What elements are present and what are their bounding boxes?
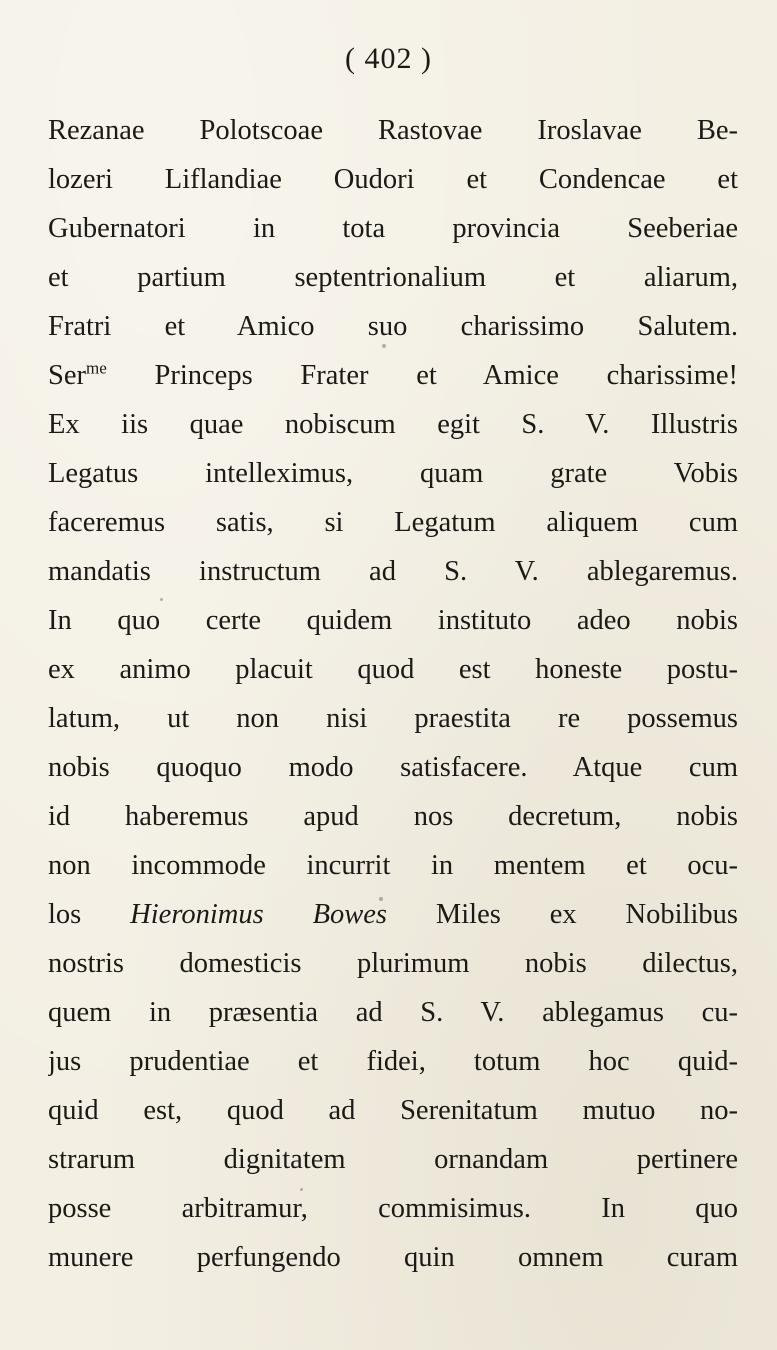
text-line: Ex iis quae nobiscum egit S. V. Illustris [48, 409, 738, 440]
body-text [48, 106, 738, 1282]
text-fragment: Miles ex Nobilibus [387, 899, 738, 930]
text-line: id haberemus apud nos decretum, nobis [48, 801, 738, 832]
text-fragment: Ser [48, 360, 86, 391]
text-line: Legatus intelleximus, quam grate Vobis [48, 458, 738, 489]
text-line: lozeri Liflandiae Oudori et Condencae et [48, 164, 738, 195]
text-line: Gubernatori in tota provincia Seeberiae [48, 213, 738, 244]
text-line: faceremus satis, si Legatum aliquem cum [48, 507, 738, 538]
italic-name: Hieronimus Bowes [130, 899, 388, 930]
page-number: ( 402 ) [345, 42, 432, 75]
text-line: ex animo placuit quod est honeste postu- [48, 654, 738, 685]
text-line: mandatis instructum ad S. V. ablegaremus. [48, 556, 738, 587]
text-line: latum, ut non nisi praestita re possemus [48, 703, 738, 734]
text-fragment: los [48, 899, 131, 930]
text-line: munere perfungendo quin omnem curam [48, 1242, 738, 1273]
paper-speck [382, 344, 386, 348]
text-line: nostris domesticis plurimum nobis dilectus, [48, 948, 738, 979]
text-line: et partium septentrionalium et aliarum, [48, 262, 738, 293]
text-line: Fratri et Amico suo charissimo Salutem. [48, 311, 738, 342]
text-line: quem in præsentia ad S. V. ablegamus cu- [48, 997, 738, 1028]
text-line: quid est, quod ad Serenitatum mutuo no- [48, 1095, 738, 1126]
superscript-abbreviation: me [86, 358, 107, 378]
paper-speck [160, 598, 163, 601]
text-line [48, 351, 738, 400]
paper-speck [300, 1188, 303, 1191]
text-line [48, 890, 738, 939]
text-line: In quo certe quidem instituto adeo nobis [48, 605, 738, 636]
text-fragment: Princeps Frater et Amice charissime! [106, 360, 738, 391]
text-line: strarum dignitatem ornandam pertinere [48, 1144, 738, 1175]
text-line: posse arbitramur, commisimus. In quo [48, 1193, 738, 1224]
text-line: non incommode incurrit in mentem et ocu- [48, 850, 738, 881]
paper-speck [379, 897, 383, 901]
text-line: nobis quoquo modo satisfacere. Atque cum [48, 752, 738, 783]
text-line: Rezanae Polotscoae Rastovae Iroslavae Be- [48, 115, 738, 146]
text-line: jus prudentiae et fidei, totum hoc quid- [48, 1046, 738, 1077]
